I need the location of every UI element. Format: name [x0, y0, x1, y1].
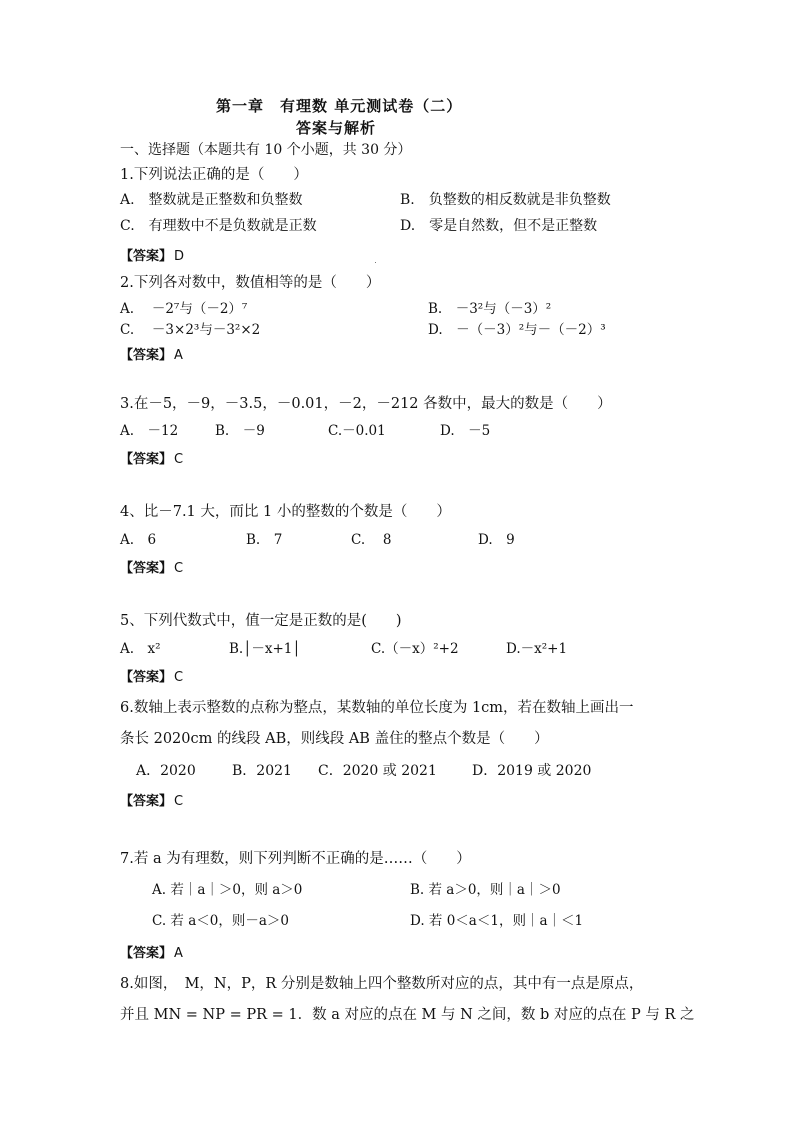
- q6-option-c: C．2020 或 2021: [318, 763, 437, 779]
- q4-option-b: B. 7: [246, 532, 283, 548]
- q7-option-d: D. 若 0＜a＜1，则｜a｜＜1: [410, 913, 584, 929]
- question-6-stem-line-2: 条长 2020cm 的线段 AB，则线段 AB 盖住的整点个数是（ ）: [120, 731, 549, 747]
- answer-label: 【答案】: [120, 794, 173, 809]
- q7-option-c: C. 若 a＜0，则－a＞0: [152, 913, 289, 929]
- q4-option-a: A. 6: [120, 532, 157, 548]
- doc-title: 第一章 有理数 单元测试卷（二）: [216, 97, 463, 115]
- q2-answer: [120, 344, 183, 363]
- question-2-stem: 2.下列各对数中，数值相等的是（ ）: [120, 275, 381, 291]
- answer-letter: C: [174, 794, 184, 809]
- q5-option-d: D.－x²+1: [506, 641, 568, 657]
- question-8-stem-line-2: 并且 MN = NP = PR = 1．数 a 对应的点在 M 与 N 之间，数 b 对应的点在 P 与 R 之: [120, 1007, 695, 1023]
- answer-letter: C: [174, 452, 184, 467]
- q5-option-c: C.（－x）²+2: [371, 641, 459, 657]
- q6-option-d: D．2019 或 2020: [472, 763, 592, 779]
- question-7-stem: 7.若 a 为有理数，则下列判断不正确的是……（ ）: [120, 851, 471, 867]
- question-1-stem: 1.下列说法正确的是（ ）: [120, 167, 308, 183]
- answer-letter: D: [174, 249, 185, 264]
- answer-label: 【答案】: [120, 946, 173, 961]
- q5-answer: [120, 666, 183, 685]
- q5-option-a: A. x²: [120, 641, 161, 657]
- q1-answer: [120, 245, 184, 264]
- section-heading: 一、选择题（本题共有 10 个小题，共 30 分）: [120, 142, 412, 158]
- question-5-stem: 5、下列代数式中，值一定是正数的是( ): [120, 613, 402, 629]
- q2-option-d: D. －（－3）²与－（－2）³: [428, 322, 606, 338]
- doc-subtitle: 答案与解析: [296, 119, 377, 137]
- q1-option-a: A. 整数就是正整数和负整数: [120, 192, 303, 208]
- question-6-stem-line-1: 6.数轴上表示整数的点称为整点，某数轴的单位长度为 1cm，若在数轴上画出一: [120, 700, 634, 716]
- q2-option-a: A. －2⁷与（－2）⁷: [120, 301, 248, 317]
- q1-option-d: D. 零是自然数，但不是正整数: [400, 218, 598, 234]
- answer-letter: A: [174, 946, 183, 961]
- q2-option-c: C. －3×2³与－3²×2: [120, 322, 261, 338]
- answer-letter: C: [174, 561, 184, 576]
- answer-letter: C: [174, 670, 184, 685]
- answer-letter: A: [174, 348, 183, 363]
- q3-option-c: C.－0.01: [328, 423, 386, 439]
- q3-option-b: B. －9: [215, 423, 265, 439]
- q7-answer: [120, 942, 183, 961]
- q4-option-c: C. 8: [351, 532, 392, 548]
- q6-option-a: A．2020: [136, 763, 196, 779]
- question-8-stem-line-1: 8.如图， M，N，P，R 分别是数轴上四个整数所对应的点，其中有一点是原点，: [120, 976, 644, 992]
- q2-option-b: B. －3²与（－3）²: [428, 301, 552, 317]
- q3-option-a: A. －12: [120, 423, 179, 439]
- q3-answer: [120, 448, 183, 467]
- q7-option-b: B. 若 a＞0，则｜a｜＞0: [410, 882, 561, 898]
- q6-option-b: B．2021: [232, 763, 292, 779]
- question-3-stem: 3.在－5，－9，－3.5，－0.01，－2，－212 各数中，最大的数是（ ）: [120, 396, 612, 412]
- answer-label: 【答案】: [120, 452, 173, 467]
- scan-speck: [375, 262, 376, 263]
- q7-option-a: A. 若｜a｜＞0，则 a＞0: [152, 882, 303, 898]
- answer-label: 【答案】: [120, 670, 173, 685]
- q6-answer: [120, 790, 183, 809]
- q4-answer: [120, 557, 183, 576]
- answer-label: 【答案】: [120, 561, 173, 576]
- question-4-stem: 4、比－7.1 大，而比 1 小的整数的个数是（ ）: [120, 504, 451, 520]
- q3-option-d: D. －5: [440, 423, 491, 439]
- q4-option-d: D. 9: [478, 532, 515, 548]
- q1-option-b: B. 负整数的相反数就是非负整数: [400, 192, 611, 208]
- answer-label: 【答案】: [120, 348, 173, 363]
- q5-option-b: B.│－x+1│: [229, 641, 301, 657]
- q1-option-c: C. 有理数中不是负数就是正数: [120, 218, 317, 234]
- answer-label: 【答案】: [120, 249, 173, 264]
